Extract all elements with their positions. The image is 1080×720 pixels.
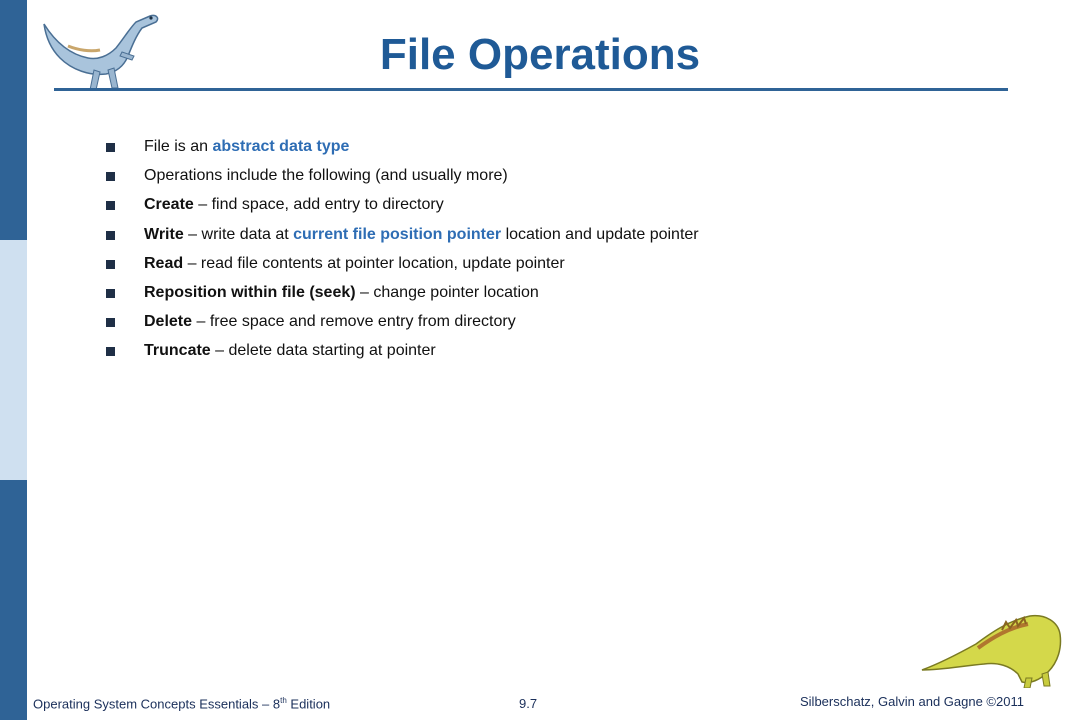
bullet-text [144,220,699,249]
bullet-text-part: – read file contents at pointer location, update pointer [183,254,565,272]
bullet-square-icon [106,143,115,152]
bullet-text [144,161,508,190]
bullet-text-part: – free space and remove entry from directory [192,313,516,331]
bullet-text-part: Truncate [144,342,211,360]
bullet-text-part: Write [144,225,184,243]
bullet-text [144,190,444,219]
bullet-text-part: abstract data type [212,138,350,155]
bullet-text-part: Reposition within file (seek) [144,283,356,301]
dinosaur-icon [38,6,168,92]
bullet-text-part: Delete [144,313,193,331]
bullet-text [144,249,565,278]
slide-title: File Operations [379,30,701,79]
bullet-text-part: – write data at [183,225,294,243]
bullet-square-icon [106,318,115,327]
footer-book-title: Operating System Concepts Essentials – 8th Edition [33,696,331,712]
bullet-square-icon [106,347,115,356]
bullet-square-icon [106,231,115,240]
bullet-square-icon [106,172,115,181]
bullet-text-part: Read [144,254,184,272]
bullet-square-icon [106,260,115,269]
bullet-text [144,307,516,336]
bullet-text [144,336,436,365]
bullet-text-part: – delete data starting at pointer [210,342,436,360]
left-sidebar-stripe [0,0,27,720]
bullet-text [144,132,349,161]
title-divider [54,88,1008,91]
bullet-text-part: – change pointer location [355,283,539,301]
bullet-square-icon [106,289,115,298]
bullet-text-part: Create [144,196,194,214]
bullet-text-part: – find space, add entry to directory [193,196,444,214]
bullet-text-part: File is an [144,138,213,155]
dinosaur-icon [918,604,1068,688]
left-sidebar-light-band [0,240,27,480]
footer-copyright: Silberschatz, Galvin and Gagne ©2011 [800,694,1024,709]
bullet-text-part: location and update pointer [501,225,699,243]
bullet-square-icon [106,201,115,210]
bullet-text [144,278,539,307]
bullet-text-part: Operations include the following (and usually more) [144,167,508,185]
footer-page-number: 9.7 [519,696,538,711]
bullet-text-part: current file position pointer [293,225,502,243]
